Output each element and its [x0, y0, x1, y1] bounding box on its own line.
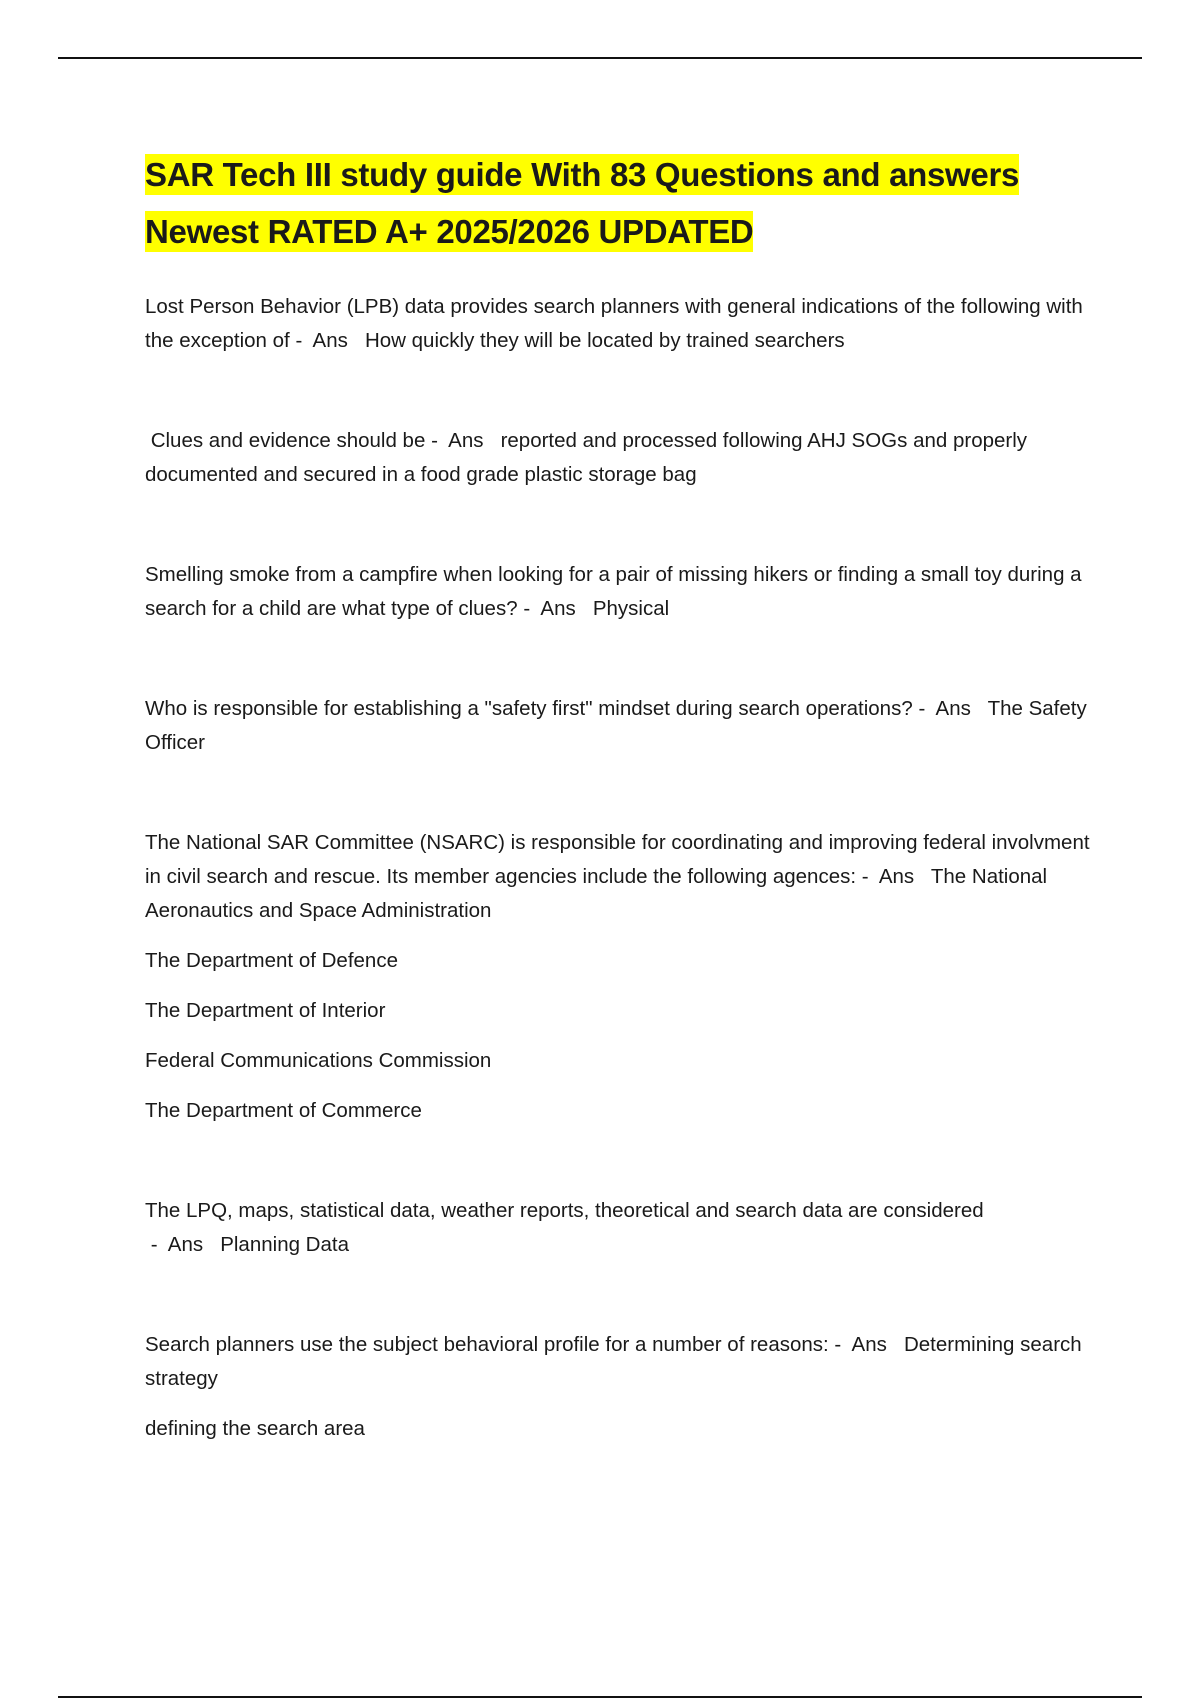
answer-line: The Department of Defence: [145, 949, 398, 972]
qa-text: [145, 424, 1095, 492]
answer-separator: - Ans: [289, 329, 365, 352]
question-text: Clues and evidence should be: [145, 429, 426, 452]
qa-item: [145, 290, 1095, 358]
question-text: Lost Person Behavior (LPB) data provides search planners with general indications of the following with the exception of: [145, 295, 1083, 352]
qa-item: [145, 424, 1095, 492]
top-rule: [58, 57, 1142, 59]
qa-item: [145, 692, 1095, 760]
answer-separator: - Ans: [517, 597, 593, 620]
answer-line: The Department of Interior: [145, 999, 386, 1022]
answer-text: Planning Data: [220, 1233, 349, 1256]
answer-separator: - Ans: [912, 697, 988, 720]
qa-text: [145, 1328, 1095, 1396]
answer-line: defining the search area: [145, 1417, 365, 1440]
qa-item: [145, 558, 1095, 626]
qa-text: [145, 558, 1095, 626]
answer-separator: - Ans: [856, 865, 931, 888]
question-text: Search planners use the subject behavioral profile for a number of reasons:: [145, 1333, 829, 1356]
answer-text: reported and processed following AHJ SOGs and properly documented and secured in a food grade plastic storage bag: [145, 429, 1028, 486]
qa-text: [145, 1194, 1095, 1262]
answer-separator: - Ans: [145, 1233, 221, 1256]
question-text: The National SAR Committee (NSARC) is responsible for coordinating and improving federal involvment in civil search and rescue. Its member agencies include the following agences:: [145, 831, 1090, 888]
answer-separator: - Ans: [425, 429, 501, 452]
title-line-2: Newest RATED A+ 2025/2026 UPDATED: [145, 213, 754, 250]
answer-text: Physical: [592, 597, 670, 620]
answer-text: The Safety Officer: [145, 697, 1087, 754]
qa-text: [145, 826, 1095, 928]
bottom-rule: [58, 1696, 1142, 1698]
document-title: [145, 146, 1095, 260]
title-line-1: SAR Tech III study guide With 83 Questions and answers: [145, 156, 1020, 193]
question-text: Smelling smoke from a campfire when looking for a pair of missing hikers or finding a small toy during a search for a child are what type of clues?: [145, 563, 1082, 620]
qa-item: [145, 1194, 1095, 1262]
answer-separator: - Ans: [828, 1333, 904, 1356]
answer-line: The Department of Commerce: [145, 1099, 422, 1122]
answer-text: How quickly they will be located by trained searchers: [364, 329, 845, 352]
answer-text: Determining search strategy: [145, 1333, 1082, 1390]
question-text: Who is responsible for establishing a "safety first" mindset during search operations?: [145, 697, 913, 720]
answer-text: The National Aeronautics and Space Administration: [145, 865, 1048, 922]
qa-item: [145, 826, 1095, 1128]
qa-item: [145, 1328, 1095, 1446]
qa-text: [145, 290, 1095, 358]
document-page: [145, 146, 1095, 1446]
question-text: The LPQ, maps, statistical data, weather reports, theoretical and search data are considered: [145, 1199, 984, 1222]
qa-text: [145, 692, 1095, 760]
answer-line: Federal Communications Commission: [145, 1049, 492, 1072]
